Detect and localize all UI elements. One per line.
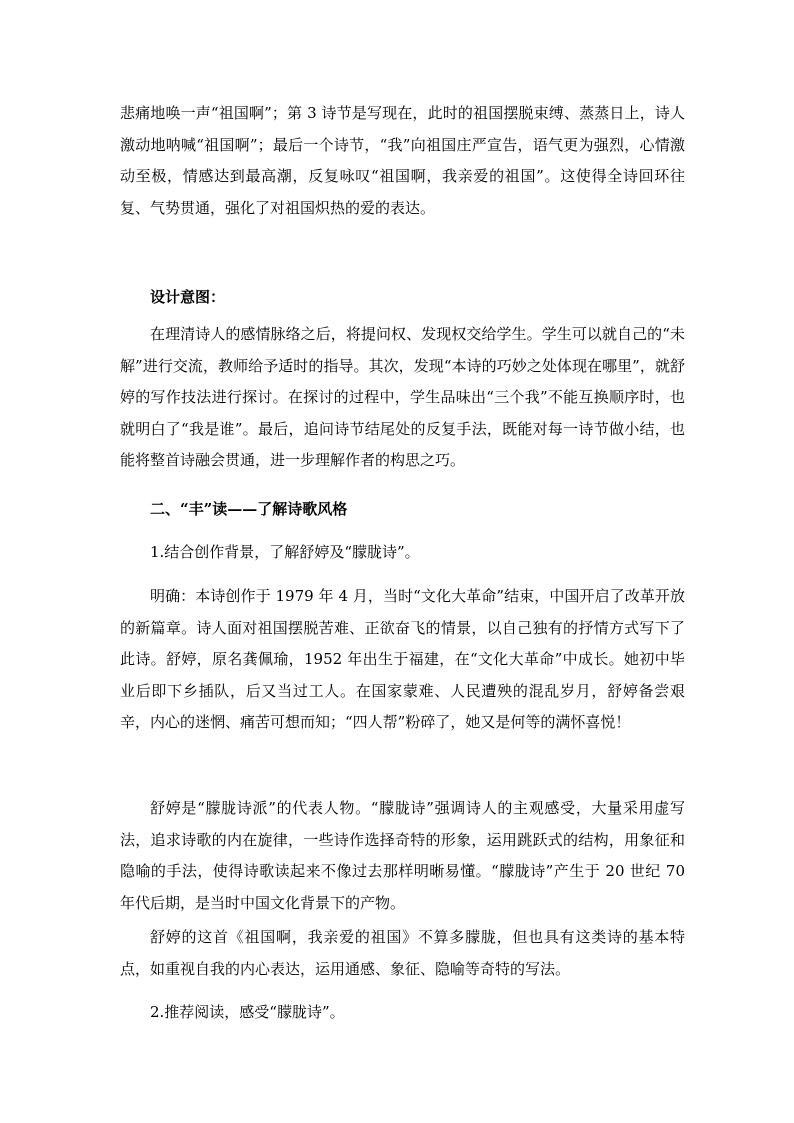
paragraph-misty-poetry: 舒婷是“朦胧诗派”的代表人物。“朦胧诗”强调诗人的主观感受，大量采用虚写法，追求诗歌的内在旋律，一些诗作选择奇特的形象，运用跳跃式的结构，用象征和隐喻的手法，使得诗歌读起来不像过去那样明晰易懂。“朦胧诗”产生于 20 世纪 70 年代后期，是当时中国文化背景下的产物。 bbox=[120, 799, 685, 912]
section-heading-style: 二、“丰”读——了解诗歌风格 bbox=[150, 500, 348, 518]
design-intent-heading: 设计意图： bbox=[150, 288, 226, 306]
paragraph-poem-structure: 悲痛地唤一声“祖国啊”；第 3 诗节是写现在，此时的祖国摆脱束缚、蒸蒸日上，诗人激动地呐喊“祖国啊”；最后一个诗节，“我”向祖国庄严宣告，语气更为强烈，心情激动至极，情感达到最高潮，反复咏叹“祖国啊，我亲爱的祖国”。这使得全诗回环往复、气势贯通，强化了对祖国炽热的爱的表达。 bbox=[120, 104, 685, 217]
paragraph-poem-features: 舒婷的这首《祖国啊，我亲爱的祖国》不算多朦胧，但也具有这类诗的基本特点，如重视自我的内心表达，运用通感、象征、隐喻等奇特的写法。 bbox=[120, 928, 685, 978]
list-item-recommended-reading: 2.推荐阅读，感受“朦胧诗”。 bbox=[150, 1003, 345, 1021]
list-item-background: 1.结合创作背景，了解舒婷及“朦胧诗”。 bbox=[150, 543, 420, 561]
paragraph-design-intent: 在理清诗人的感情脉络之后，将提问权、发现权交给学生。学生可以就自己的“未解”进行交流，教师给予适时的指导。其次，发现“本诗的巧妙之处体现在哪里”，就舒婷的写作技法进行探讨。在探讨的过程中，学生品味出“三个我”不能互换顺序时，也就明白了“我是谁”。最后，追问诗节结尾处的反复手法，既能对每一诗节做小结，也能将整首诗融会贯通，进一步理解作者的构思之巧。 bbox=[120, 325, 685, 469]
paragraph-creation-background: 明确：本诗创作于 1979 年 4 月，当时“文化大革命”结束，中国开启了改革开放的新篇章。诗人面对祖国摆脱苦难、正欲奋飞的情景，以自己独有的抒情方式写下了此诗。舒婷，原名龚佩瑜，1952 年出生于福建，在“文化大革命”中成长。她初中毕业后即下乡插队，后又当过工人。在国家蒙难、人民遭殃的混乱岁月，舒婷备尝艰辛，内心的迷惘、痛苦可想而知；“四人帮”粉碎了，她又是何等的满怀喜悦！ bbox=[120, 587, 685, 731]
